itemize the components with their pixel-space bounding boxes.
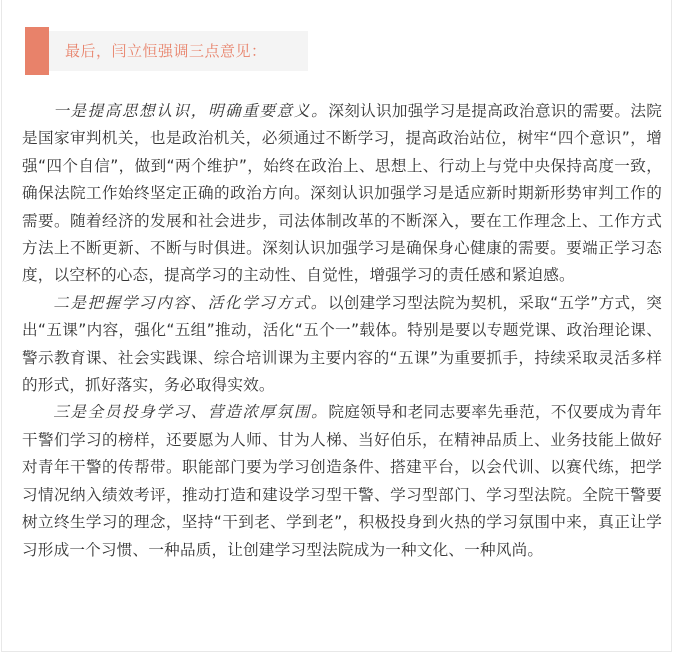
paragraph-1-body: 深刻认识加强学习是提高政治意识的需要。法院是国家审判机关，也是政治机关，必须通过不断学习，提高政治站位，树牢“四个意识”，增强“四个自信”，做到“两个维护”，始终在政治上、思想上、行动上与党中央保持高度一致，确保法院工作始终坚定正确的政治方向。深刻认识加强学习是适应新时期新形势审判工作的需要。随着经济的发展和社会进步，司法体制改革的不断深入，要在工作理念上、工作方式方法上不断更新、不断与时俱进。深刻认识加强学习是确保身心健康的需要。要端正学习态度，以空杯的心态，提高学习的主动性、自觉性，增强学习的责任感和紧迫感。 — [22, 102, 663, 285]
paragraph-1-lead: 一是提高思想认识，明确重要意义。 — [53, 102, 329, 120]
paragraph-2-body: 以创建学习型法院为契机，采取“五学”方式，突出“五课”内容，强化“五组”推动，活化“五个一”载体。特别是要以专题党课、政治理论课、警示教育课、社会实践课、综合培训课为主要内容的“五课”为重要抓手，持续采取灵活多样的形式，抓好落实，务必取得实效。 — [22, 293, 663, 395]
paragraph-2-lead: 二是把握学习内容、活化学习方式。 — [53, 293, 328, 312]
paragraph-1 — [22, 98, 662, 290]
header-accent-block — [25, 27, 49, 75]
paragraph-3-body: 院庭领导和老同志要率先垂范，不仅要成为青年干警们学习的榜样，还要愿为人师、甘为人梯、当好伯乐，在精神品质上、业务技能上做好对青年干警的传帮带。职能部门要为学习创造条件、搭建平台，以会代训、以赛代练，把学习情况纳入绩效考评，推动打造和建设学习型干警、学习型部门、学习型法院。全院干警要树立终生学习的理念，坚持“干到老、学到老”，积极投身到火热的学习氛围中来，真正让学习形成一个习惯、一种品质，让创建学习型法院成为一种文化、一种风尚。 — [22, 403, 663, 559]
section-title: 最后，闫立恒强调三点意见： — [65, 42, 267, 60]
paragraph-3-lead: 三是全员投身学习、营造浓厚氛围。 — [53, 403, 329, 422]
paragraph-2 — [22, 290, 662, 400]
article-body — [22, 98, 662, 564]
paragraph-3 — [22, 399, 662, 563]
section-header — [25, 27, 308, 75]
